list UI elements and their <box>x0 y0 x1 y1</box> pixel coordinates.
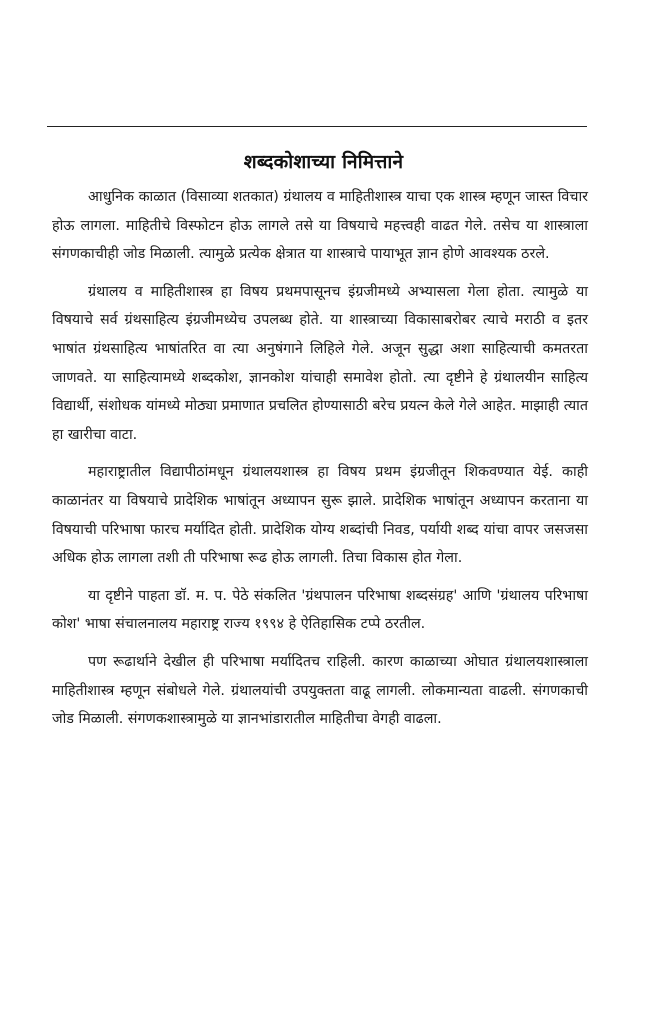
paragraph-4: या दृष्टीने पाहता डॉ. म. प. पेठे संकलित 'ग्रंथपालन परिभाषा शब्दसंग्रह' आणि 'ग्रंथालय परिभाषा कोश' भाषा संचालनालय महाराष्ट्र राज्य १९९४ हे ऐतिहासिक टप्पे ठरतील. <box>52 587 588 633</box>
paragraph-3: महाराष्ट्रातील विद्यापीठांमधून ग्रंथालयशास्त्र हा विषय प्रथम इंग्रजीतून शिकवण्यात येई. काही काळानंतर या विषयाचे प्रादेशिक भाषांतून अध्यापन सुरू झाले. प्रादेशिक भाषांतून अध्यापन करताना या विषयाची परिभाषा फारच मर्यादित होती. प्रादेशिक योग्य शब्दांची निवड, पर्यायी शब्द यांचा वापर जसजसा अधिक होऊ लागला तशी ती परिभाषा रूढ होऊ लागली. तिचा विकास होत गेला. <box>52 464 588 567</box>
paragraph-1: आधुनिक काळात (विसाव्या शतकात) ग्रंथालय व माहितीशास्त्र याचा एक शास्त्र म्हणून जास्त विचार होऊ लागला. माहितीचे विस्फोटन होऊ लागले तसे या विषयाचे महत्त्वही वाढत गेले. तसेच या शास्त्राला संगणकाचीही जोड मिळाली. त्यामुळे प्रत्येक क्षेत्रात या शास्त्राचे पायाभूत ज्ञान होणे आवश्यक ठरले. <box>52 189 588 263</box>
paragraph-2: ग्रंथालय व माहितीशास्त्र हा विषय प्रथमपासूनच इंग्रजीमध्ये अभ्यासला गेला होता. त्यामुळे या विषयाचे सर्व ग्रंथसाहित्य इंग्रजीमध्येच उपलब्ध होते. या शास्त्राच्या विकासाबरोबर त्याचे मराठी व इतर भाषांत ग्रंथसाहित्य भाषांतरित वा त्या अनुषंगाने लिहिले गेले. अजून सुद्धा अशा साहित्याची कमतरता जाणवते. या साहित्यामध्ये शब्दकोश, ज्ञानकोश यांचाही समावेश होतो. त्या दृष्टीने हे ग्रंथालयीन साहित्य विद्यार्थी, संशोधक यांमध्ये मोठ्या प्रमाणात प्रचलित होण्यासाठी बरेच प्रयत्न केले गेले आहेत. माझाही त्यात हा खारीचा वाटा. <box>52 283 588 443</box>
header-divider <box>47 126 587 127</box>
paragraph-5: पण रूढार्थाने देखील ही परिभाषा मर्यादितच राहिली. कारण काळाच्या ओघात ग्रंथालयशास्त्राला माहितीशास्त्र म्हणून संबोधले गेले. ग्रंथालयांची उपयुक्तता वाढू लागली. लोकमान्यता वाढली. संगणकाची जोड मिळाली. संगणकशास्त्रामुळे या ज्ञानभांडारातील माहितीचा वेगही वाढला. <box>52 653 588 728</box>
page-title: शब्दकोशाच्या निमित्ताने <box>243 151 404 173</box>
body-text <box>52 183 588 743</box>
